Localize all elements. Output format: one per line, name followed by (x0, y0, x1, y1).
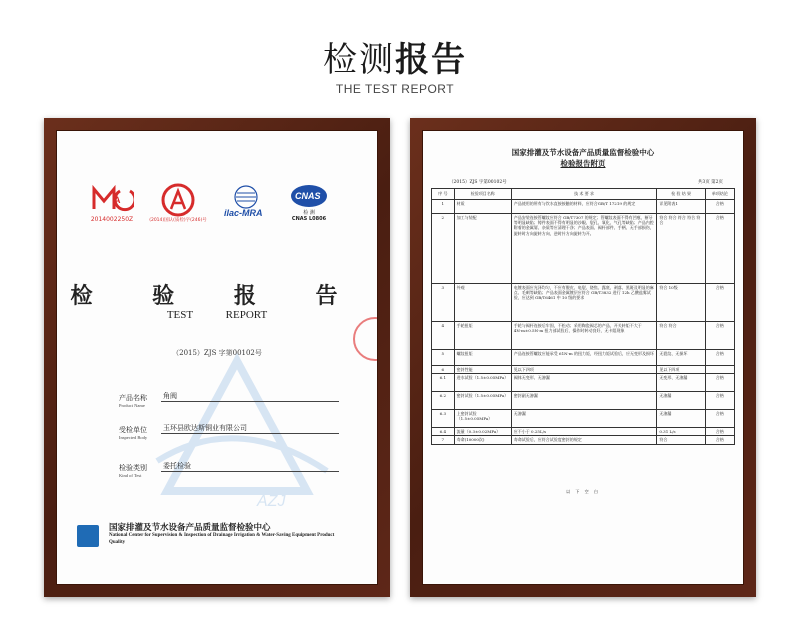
cnas-caption: 检 测 (303, 210, 315, 216)
results-table (431, 188, 735, 445)
cal-icon (161, 183, 195, 217)
ilac-mra-icon (221, 183, 271, 219)
page-subtitle: THE TEST REPORT (335, 82, 455, 96)
cell-item: 密封性能 (454, 366, 511, 374)
certificate-title: 检 验 报 告 (70, 283, 364, 309)
cell-no: 2 (432, 214, 455, 284)
cnas-icon (289, 183, 329, 209)
title-light: 检测 (323, 40, 395, 80)
table-row (432, 374, 735, 392)
cell-requirement: 阀体无变形、无渗漏 (511, 374, 657, 392)
cal-seal (143, 183, 213, 223)
cell-conclusion: 合格 (705, 392, 734, 410)
cell-no: 3 (432, 284, 455, 322)
cell-conclusion: 合格 (705, 284, 734, 322)
table-row (432, 436, 735, 444)
field-underline (161, 401, 339, 402)
field-value: 玉环县欧达斯铜业有限公司 (163, 424, 247, 432)
accreditation-seals (81, 183, 341, 243)
table-row (432, 322, 735, 350)
cell-item: 流量（0.3±0.02MPa） (454, 428, 511, 436)
cell-requirement: 见以下四项 (511, 366, 657, 374)
cell-requirement: 密封副无渗漏 (511, 392, 657, 410)
cell-requirement: 产品连接管螺纹应能承受 61N·m 的扭力矩，经扭力矩试验后，应无变形及损坏 (511, 350, 657, 366)
results-title-line2: 检验报告附页 (560, 159, 606, 168)
results-paper (422, 130, 744, 585)
cell-requirement: 寿命试验后，应符合试验度密封的规定 (511, 436, 657, 444)
center-logo-icon (77, 525, 99, 547)
field-label: 检验类别 (119, 464, 147, 472)
cell-result: 符合 (657, 436, 706, 444)
cell-item: 密封试验（1.5±0.05MPa） (454, 392, 511, 410)
cell-requirement: 手轮与阀杆连接后牢固，不松动；采用陶瓷阀芯的产品，开关转矩不大于 4N·m±0.5N·m 扭力部试验后，操作时转动良好，无卡阻现象 (511, 322, 657, 350)
cell-no: 6 (432, 366, 455, 374)
cell-conclusion: 合格 (705, 350, 734, 366)
results-frame (410, 118, 756, 597)
results-page-info: 共3页 第2页 (697, 180, 723, 185)
cell-no: 6.1 (432, 374, 455, 392)
cell-item: 寿命(10000次) (454, 436, 511, 444)
ilac-mra-seal (215, 183, 277, 219)
results-end-note: 以 下 空 白 (566, 489, 600, 494)
col-header: 检验项目名称 (454, 189, 511, 200)
cell-result: 无渗漏 (657, 410, 706, 428)
certificate-frame (44, 118, 390, 597)
cell-conclusion: 合格 (705, 428, 734, 436)
cell-conclusion: 合格 (705, 410, 734, 428)
cell-requirement: 电镀表面应光泽均匀，不应有脱皮、龟裂、烧焦、露底、剥落、黑斑及明显的麻点、毛刺等缺陷；产品表面金属镀层应符合 GB/T3832 进行 12h 乙酸盐雾试验，应达到 GB/T6461 中 10 级的要求 (511, 284, 657, 322)
cell-requirement: 产品安装连接管螺纹应符合 GB/T7307 的规定；管螺纹表面不得有凹痕、断牙等明显缺陷；铸件表面不得有明显的沙眼、裂孔、氧化、气孔等缺陷；产品内腔附着的金属屑、杂质等应清理干净；产品表面、阀杆部件、手柄、无手部损伤，旋转时方向旋转方向，逆时针方向旋转为开。 (511, 214, 657, 284)
table-row (432, 214, 735, 284)
field-product-name (119, 391, 339, 417)
cell-requirement: 产品使用的所有与饮水直接接触的材料，应符合GB/T 17219 的规定 (511, 200, 657, 214)
svg-text:CNAS: CNAS (295, 191, 321, 201)
cell-requirement: 应不小于 0.25L/s (511, 428, 657, 436)
cal-caption: (2014)国认(质检)字(246)号 (149, 218, 207, 223)
cell-item: 进水试验（1.5±0.05MPa） (454, 374, 511, 392)
cell-conclusion: 合格 (705, 374, 734, 392)
cell-result: 0.31 L/s (657, 428, 706, 436)
cell-item: 螺纹扭矩 (454, 350, 511, 366)
cell-item: 外观 (454, 284, 511, 322)
table-row (432, 284, 735, 322)
table-row (432, 410, 735, 428)
results-header-row (432, 189, 735, 200)
field-value: 角阀 (163, 392, 177, 400)
col-header: 检 验 结 果 (657, 189, 706, 200)
cell-item: 材质 (454, 200, 511, 214)
table-row (432, 350, 735, 366)
title-bold: 报告 (395, 40, 467, 80)
cell-requirement: 无渗漏 (511, 410, 657, 428)
certificate-footer (77, 521, 363, 561)
table-row (432, 200, 735, 214)
cell-result: 符合 符合 (657, 322, 706, 350)
cell-item: 上密封试验（1.5±0.05MPa） (454, 410, 511, 428)
svg-text:ilac-MRA: ilac-MRA (224, 208, 263, 218)
cell-result: 详见附表1 (657, 200, 706, 214)
cell-result: 无变形、无渗漏 (657, 374, 706, 392)
cell-result: 见以下四项 (657, 366, 706, 374)
cnas-code: CNAS L0806 (291, 216, 327, 222)
field-underline (161, 471, 339, 472)
field-value: 委托检验 (163, 462, 191, 470)
cell-conclusion: 合格 (705, 436, 734, 444)
results-title-line1: 国家排灌及节水设备产品质量监督检验中心 (511, 148, 655, 157)
results-title (423, 147, 743, 169)
field-label: 产品名称 (119, 394, 147, 402)
cell-result: 无裂纹、无损坏 (657, 350, 706, 366)
cell-no: 5 (432, 350, 455, 366)
col-header: 序 号 (432, 189, 455, 200)
certificate-paper (56, 130, 378, 585)
page-title (0, 32, 790, 81)
cell-item: 加工与装配 (454, 214, 511, 284)
cma-caption: 2014002250Z (90, 216, 134, 223)
field-label-en: Kind of Test (119, 473, 142, 478)
cell-item: 手轮扭矩 (454, 322, 511, 350)
results-report-number: （2015）ZJS 字第00102号 (449, 180, 507, 185)
cell-conclusion: 合格 (705, 200, 734, 214)
cell-no: 6.3 (432, 410, 455, 428)
cell-conclusion: 合格 (705, 322, 734, 350)
cell-conclusion (705, 366, 734, 374)
cell-result: 无渗漏 (657, 392, 706, 410)
field-kind-of-test (119, 461, 339, 487)
svg-text:A: A (114, 195, 121, 205)
footer-center-name-en: National Center for Supervision & Inspection of Drainage Irrigation & Water-Saving Equipment Product Quality (109, 533, 335, 545)
cma-icon (90, 183, 134, 213)
field-inspected-body (119, 423, 339, 449)
field-underline (161, 433, 339, 434)
table-row (432, 392, 735, 410)
certificate-subtitle: TEST REPORT (166, 309, 268, 321)
field-label-en: Inspected Body (119, 435, 148, 440)
footer-center-name: 国家排灌及节水设备产品质量监督检验中心 (109, 523, 271, 533)
cell-no: 4 (432, 322, 455, 350)
cell-conclusion: 合格 (705, 214, 734, 284)
col-header: 单项结论 (705, 189, 734, 200)
cell-no: 6.4 (432, 428, 455, 436)
cell-no: 7 (432, 436, 455, 444)
table-row (432, 428, 735, 436)
cell-result: 符合 10级 (657, 284, 706, 322)
field-label-en: Product Name (119, 403, 145, 408)
cnas-seal (277, 183, 341, 222)
col-header: 技 术 要 求 (511, 189, 657, 200)
cma-seal (81, 183, 143, 223)
cell-no: 6.2 (432, 392, 455, 410)
table-row (432, 366, 735, 374)
field-label: 受检单位 (119, 426, 147, 434)
watermark-text: AZJ (257, 493, 286, 510)
cell-result: 符合 符合 符合 符合 符合 (657, 214, 706, 284)
certificate-report-number: （2015）ZJS 字第00102号 (172, 349, 262, 357)
cell-no: 1 (432, 200, 455, 214)
